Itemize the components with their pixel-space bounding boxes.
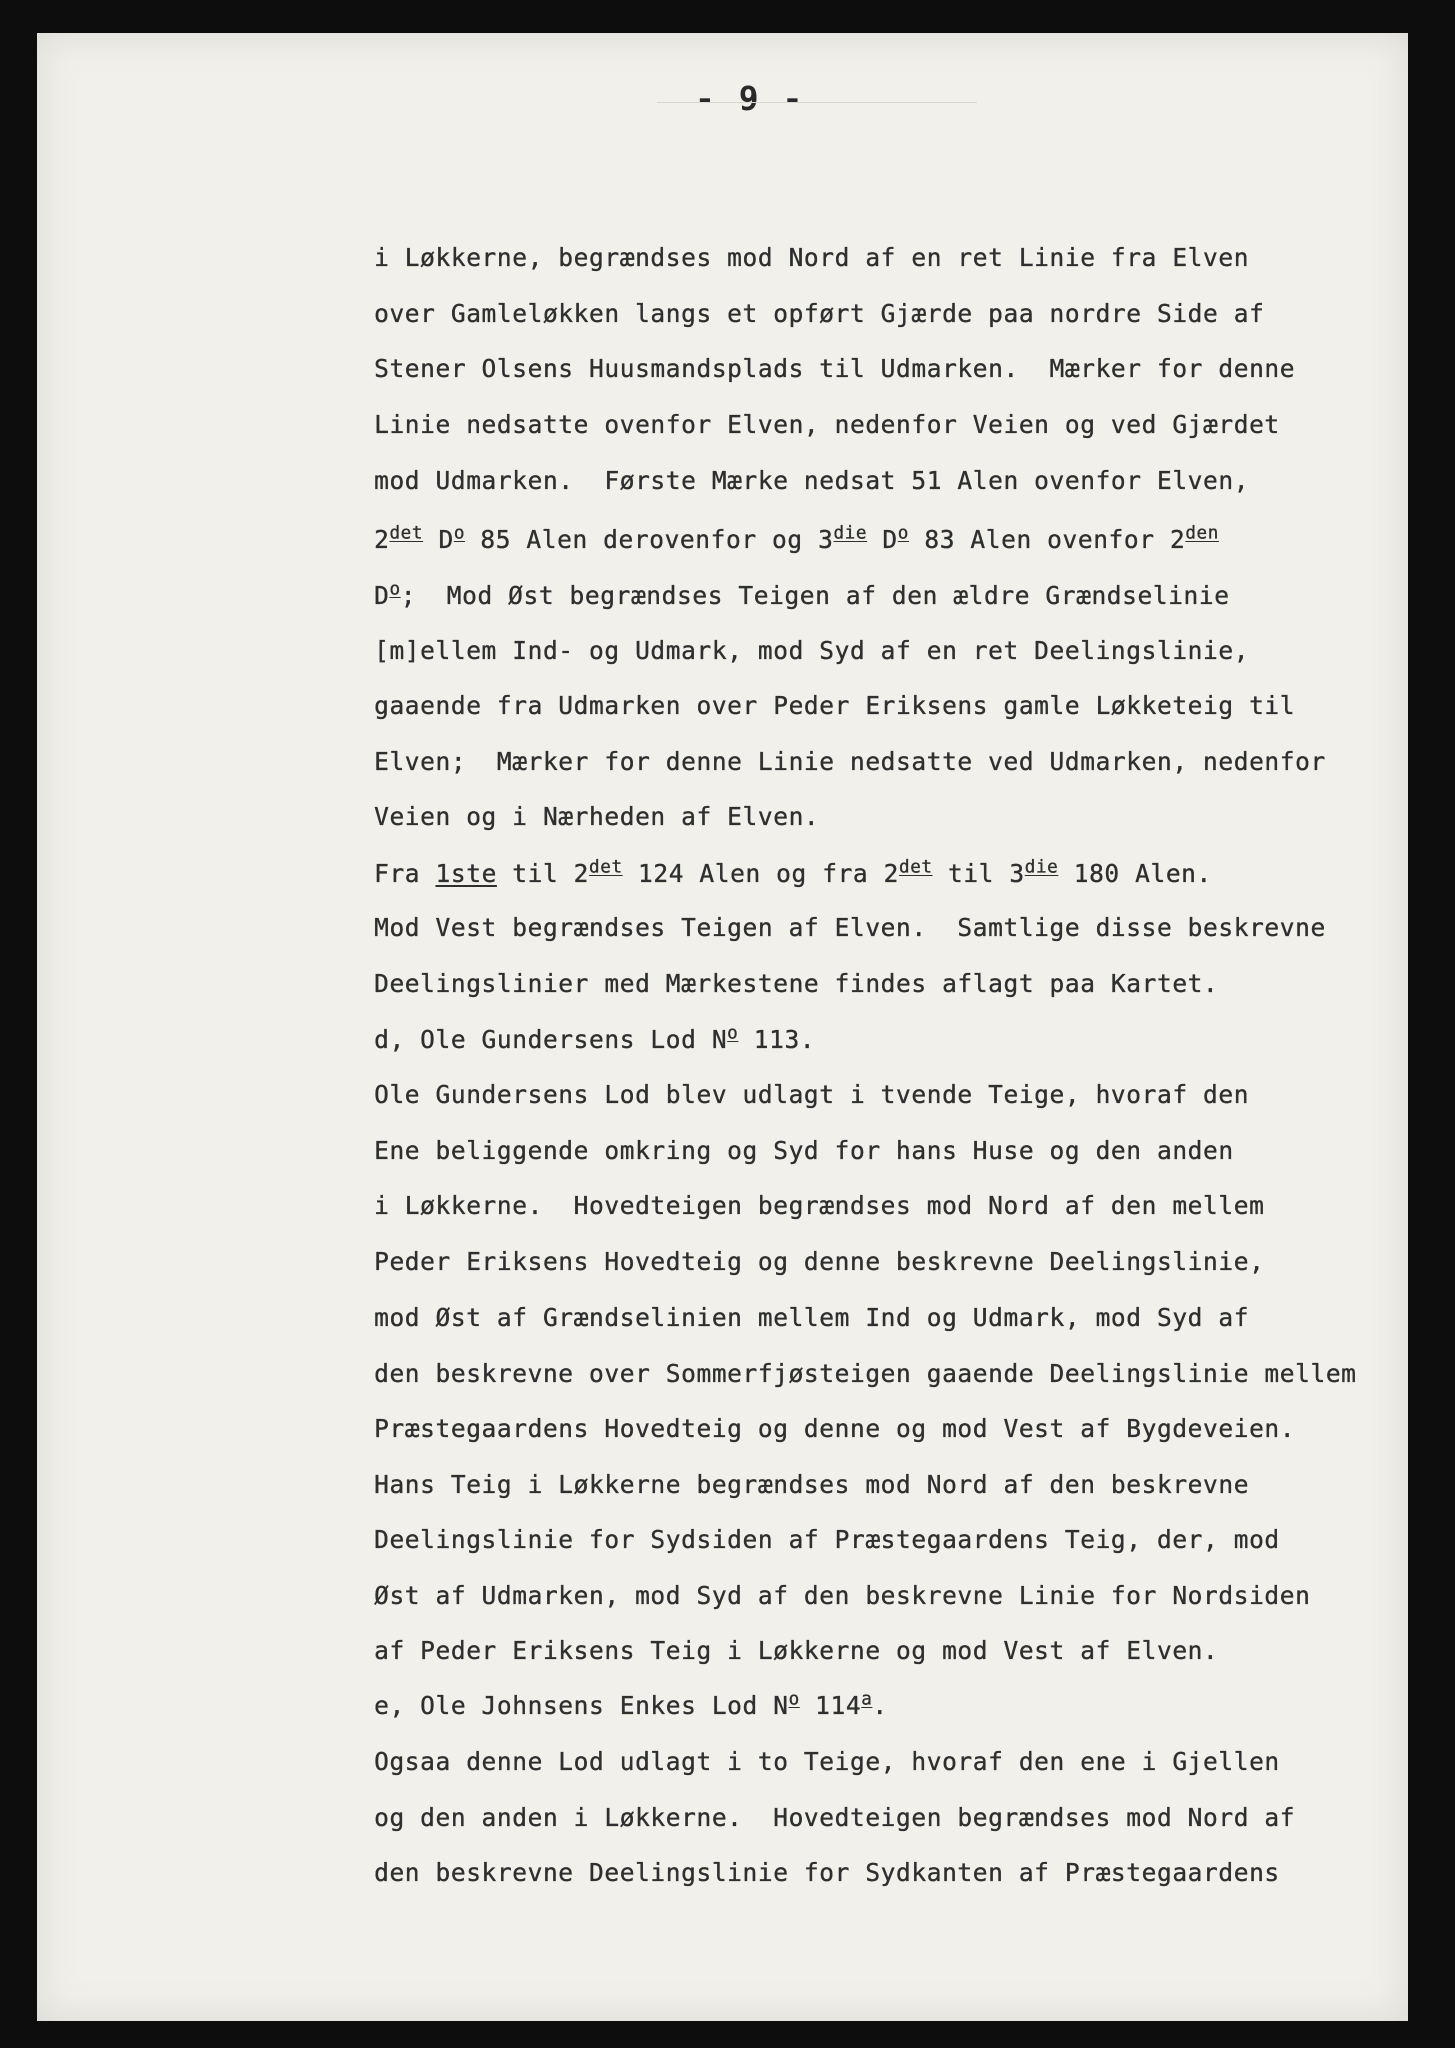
text-line: e, Ole Johnsens Enkes Lod $N^o$ 114$^a$. — [374, 1689, 888, 1720]
document-page — [37, 33, 1408, 2021]
text-line: Ene beliggende omkring og Syd for hans Huse og den anden — [374, 1136, 1234, 1165]
text-line: Hans Teig i Løkkerne begrændses mod Nord af den beskrevne — [374, 1470, 1250, 1499]
text-line: den beskrevne Deelingslinie for Sydkanten af Præstegaardens — [374, 1858, 1280, 1887]
text-line: over Gamleløkken langs et opført Gjærde paa nordre Side af — [374, 299, 1265, 328]
text-line: Deelingslinier med Mærkestene findes aflagt paa Kartet. — [374, 969, 1219, 998]
typed-body-text — [37, 33, 1408, 2021]
text-line: Peder Eriksens Hovedteig og denne beskrevne Deelingslinie, — [374, 1247, 1265, 1276]
text-line: Ogsaa denne Lod udlagt i to Teige, hvoraf den ene i Gjellen — [374, 1747, 1280, 1776]
text-line: af Peder Eriksens Teig i Løkkerne og mod Vest af Elven. — [374, 1636, 1219, 1665]
text-line: Præstegaardens Hovedteig og denne og mod Vest af Bygdeveien. — [374, 1414, 1296, 1443]
text-line: i Løkkerne, begrændses mod Nord af en ret Linie fra Elven — [374, 243, 1250, 272]
text-line: Elven; Mærker for denne Linie nedsatte ved Udmarken, nedenfor — [374, 747, 1326, 776]
text-line: $2^{det}$ $D^o$ 85 Alen derovenfor og $3^{die}$ $D^o$ 83 Alen ovenfor $2^{den}$ — [374, 523, 1219, 554]
text-line: mod Udmarken. Første Mærke nedsat 51 Alen ovenfor Elven, — [374, 466, 1250, 495]
text-line: mod Øst af Grændselinien mellem Ind og Udmark, mod Syd af — [374, 1303, 1250, 1332]
text-line: Linie nedsatte ovenfor Elven, nedenfor Veien og ved Gjærdet — [374, 410, 1280, 439]
text-line: den beskrevne over Sommerfjøsteigen gaaende Deelingslinie mellem — [374, 1359, 1357, 1388]
text-line: $D^o$; Mod Øst begrændses Teigen af den ældre Grændselinie — [374, 579, 1230, 610]
text-line: Deelingslinie for Sydsiden af Præstegaardens Teig, der, mod — [374, 1525, 1280, 1554]
text-line: Stener Olsens Huusmandsplads til Udmarken. Mærker for denne — [374, 354, 1296, 383]
text-line: Fra 1ste til $2^{det}$ 124 Alen og fra $2^{det}$ til $3^{die}$ 180 Alen. — [374, 857, 1212, 888]
text-line: Øst af Udmarken, mod Syd af den beskrevne Linie for Nordsiden — [374, 1581, 1311, 1610]
text-line: Veien og i Nærheden af Elven. — [374, 802, 820, 831]
text-line: i Løkkerne. Hovedteigen begrændses mod Nord af den mellem — [374, 1191, 1265, 1220]
text-line: Ole Gundersens Lod blev udlagt i tvende Teige, hvoraf den — [374, 1080, 1250, 1109]
text-line: og den anden i Løkkerne. Hovedteigen begrændses mod Nord af — [374, 1803, 1296, 1832]
text-line: [m]ellem Ind- og Udmark, mod Syd af en ret Deelingslinie, — [374, 636, 1250, 665]
page-number: - 9 - — [695, 79, 805, 118]
text-line: gaaende fra Udmarken over Peder Eriksens gamle Løkketeig til — [374, 691, 1296, 720]
text-line: d, Ole Gundersens Lod $N^o$ 113. — [374, 1023, 816, 1054]
text-line: Mod Vest begrændses Teigen af Elven. Samtlige disse beskrevne — [374, 913, 1326, 942]
